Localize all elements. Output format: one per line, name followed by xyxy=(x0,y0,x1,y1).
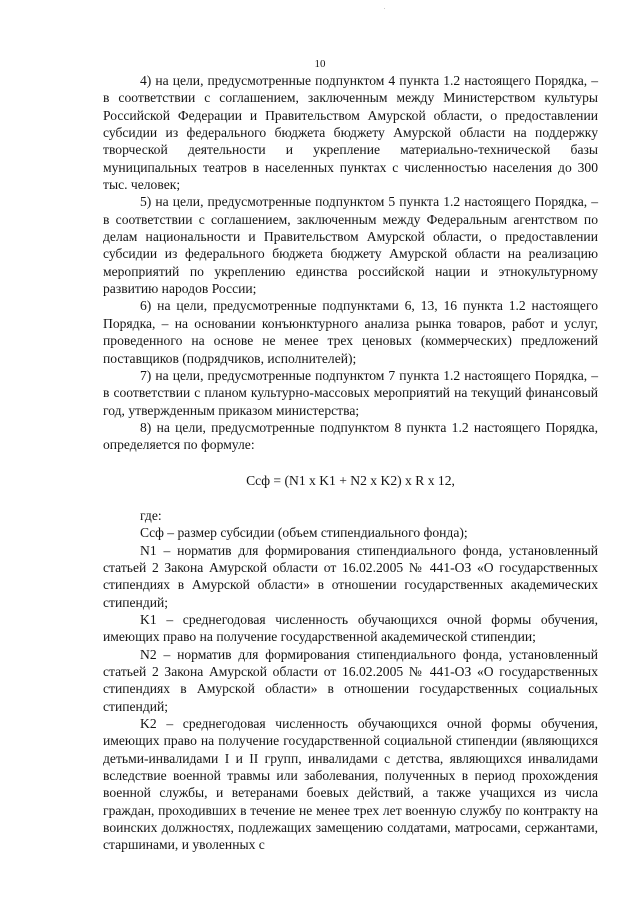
paragraph-item-7: 7) на цели, предусмотренные подпунктом 7 пункта 1.2 настоящего Порядка, – в соответствии с планом культурно-массовых мероприятий на текущий финансовый год, утвержденным приказом министерства; xyxy=(103,367,598,418)
where-label: где: xyxy=(140,507,162,523)
paragraph-item-4: 4) на цели, предусмотренные подпунктом 4 пункта 1.2 настоящего Порядка, – в соответствии с соглашением, заключенным между Министерством культуры Российской Федерации и Правительством Амурской области, о предоставлении субсидии из федерального бюджета бюджету Амурской области на поддержку творческой деятельности и укрепление материально-технической базы муниципальных театров в населенных пунктах с численностью населения до 300 тыс. человек; xyxy=(103,73,598,193)
definition-n2: N2 – норматив для формирования стипендиального фонда, установленный статьей 2 Закона Амурской области от 16.02.2005 № 441-ОЗ «О государственных стипендиях в Амурской области» в отношении государственных социальных стипендий; xyxy=(103,646,598,714)
scan-speck xyxy=(384,8,385,9)
paragraph-item-8: 8) на цели, предусмотренные подпунктом 8 пункта 1.2 настоящего Порядка, определяется по формуле: xyxy=(103,419,598,453)
subsidy-formula: Ccф = (N1 x K1 + N2 x K2) x R x 12, xyxy=(246,472,455,488)
definition-ssf: Ccф – размер субсидии (объем стипендиального фонда); xyxy=(140,525,468,541)
definition-k1: K1 – среднегодовая численность обучающихся очной формы обучения, имеющих право на получение государственной академической стипендии; xyxy=(103,611,598,645)
paragraph-item-6: 6) на цели, предусмотренные подпунктами 6, 13, 16 пункта 1.2 настоящего Порядка, – на основании конъюнктурного анализа рынка товаров, работ и услуг, проведенного на основе не менее трех ценовых (коммерческих) предложений поставщиков (подрядчиков, исполнителей); xyxy=(103,298,598,366)
document-body xyxy=(103,72,598,854)
paragraph-item-5: 5) на цели, предусмотренные подпунктом 5 пункта 1.2 настоящего Порядка, – в соответствии с соглашением, заключенным между Федеральным агентством по делам национальности и Правительством Амурской области, о предоставлении субсидии из федерального бюджета бюджету Амурской области на реализацию мероприятий по укреплению единства российской нации и этнокультурному развитию народов России; xyxy=(103,194,598,297)
definition-n1: N1 – норматив для формирования стипендиального фонда, установленный статьей 2 Закона Амурской области от 16.02.2005 № 441-ОЗ «О государственных стипендиях в Амурской области» в отношении государственных академических стипендий; xyxy=(103,542,598,610)
page-number: 10 xyxy=(314,58,326,70)
definition-k2: K2 – среднегодовая численность обучающихся очной формы обучения, имеющих право на получение государственной социальной стипендии (являющихся детьми-инвалидами I и II групп, инвалидами с детства, являющихся инвалидами вследствие военной травмы или заболевания, полученных в период прохождения военной службы, и ветеранами боевых действий, а также учащихся из числа граждан, проходивших в течение не менее трех лет военную службу по контракту на воинских должностях, подлежащих замещению солдатами, матросами, сержантами, старшинами, и уволенных с xyxy=(103,716,598,853)
